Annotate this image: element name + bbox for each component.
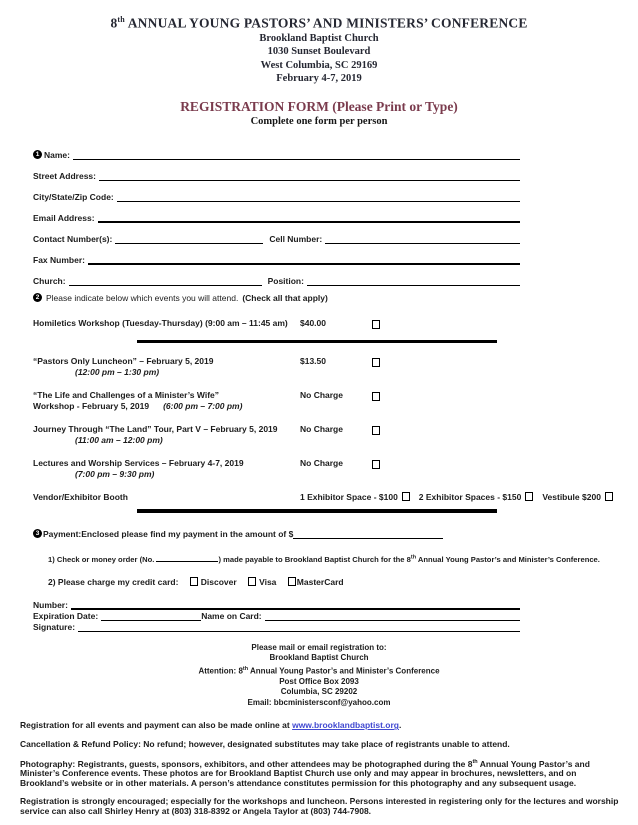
event-time: (7:00 pm – 9:30 pm) xyxy=(75,469,155,479)
cancellation-policy-note: Cancellation & Refund Policy: No refund; however, designated substitutes may take place of registrants unable to attend. xyxy=(20,738,510,749)
vendor-option-1-space xyxy=(300,492,410,502)
payment-label: Payment: xyxy=(43,528,82,539)
city-state-zip-input-line[interactable] xyxy=(117,200,520,202)
vendor-option-label: Vestibule $200 xyxy=(542,492,601,502)
church-city: West Columbia, SC 29169 xyxy=(260,59,378,71)
event-price: No Charge xyxy=(300,458,343,468)
payment-option-check xyxy=(48,552,620,564)
title-text: ANNUAL YOUNG PASTORS’ AND MINISTERS’ CONFERENCE xyxy=(124,15,528,31)
contact-number-label: Contact Number(s): xyxy=(33,233,113,244)
registration-email: bbcministersconf@yahoo.com xyxy=(273,697,391,707)
name-row xyxy=(33,139,520,160)
cell-number-input-line[interactable] xyxy=(325,242,520,244)
event-row-pastors-luncheon xyxy=(33,356,620,378)
checkbox[interactable] xyxy=(288,577,296,586)
checkbox[interactable] xyxy=(402,492,410,501)
photography-text: Annual Young Pastor’s and Minister’s Conference events. These photos are for Brookland Baptist Church use only and may appear in brochures, newsletters, and on Brookland’s website or in other materials. A person’s attendance constitutes permission for this photography and any subsequent usage. xyxy=(20,758,590,788)
payment-amount-input-line[interactable] xyxy=(293,529,443,539)
checkbox[interactable] xyxy=(525,492,533,501)
section-1-badge: 1 xyxy=(33,150,42,159)
email-input-line[interactable] xyxy=(98,220,520,223)
online-note-text: . xyxy=(398,720,402,731)
credit-card-option-text: 2) Please charge my credit card: xyxy=(48,576,179,587)
form-subtitle: Complete one form per person xyxy=(250,115,388,127)
signature-input-line[interactable] xyxy=(78,630,520,632)
checkbox[interactable] xyxy=(248,577,256,586)
mail-line: Brookland Baptist Church xyxy=(269,653,369,662)
check-number-input-line[interactable] xyxy=(156,552,218,562)
events-instruction: Please indicate below which events you will attend. xyxy=(46,292,239,303)
street-address-row xyxy=(33,160,520,181)
checkbox[interactable] xyxy=(372,460,380,469)
checkbox[interactable] xyxy=(372,426,380,435)
name-input-line[interactable] xyxy=(73,158,520,160)
event-price: No Charge xyxy=(300,390,343,400)
card-label: MasterCard xyxy=(296,576,344,587)
contact-info-section xyxy=(33,139,520,286)
fax-row xyxy=(33,244,520,265)
mailing-instructions xyxy=(0,643,638,709)
conference-title xyxy=(0,12,638,32)
email-label: Email: xyxy=(247,697,274,707)
signature-row xyxy=(33,621,520,632)
street-address-label: Street Address: xyxy=(33,170,96,181)
check-all-note: (Check all that apply) xyxy=(242,292,328,303)
mail-line xyxy=(0,698,638,709)
online-note-text: Registration for all events and payment can also be made online at xyxy=(20,720,293,731)
footer-notes xyxy=(20,721,622,816)
church-name: Brookland Baptist Church xyxy=(259,32,379,44)
street-address-input-line[interactable] xyxy=(99,179,520,181)
name-on-card-input-line[interactable] xyxy=(265,619,520,621)
events-section xyxy=(33,318,620,513)
title-number: 8 xyxy=(110,15,118,31)
church-street: 1030 Sunset Boulevard xyxy=(267,46,371,57)
title-superscript: th xyxy=(117,15,125,24)
expiration-date-label: Expiration Date: xyxy=(33,610,99,621)
contact-number-input-line[interactable] xyxy=(115,242,263,244)
section-2-badge: 2 xyxy=(33,293,42,302)
event-name: “Pastors Only Luncheon” – February 5, 2019 xyxy=(33,356,214,366)
vendor-booth-label: Vendor/Exhibitor Booth xyxy=(33,492,128,502)
mail-attention-text: Attention: 8 xyxy=(198,666,243,676)
registration-encouraged-note: Registration is strongly encouraged; especially for the workshops and luncheon. Persons interested in registering only for the lectures and worship service can also call Shirley Henry at (803) 318-8392 or Angela Taylor at (803) 744-7908. xyxy=(20,796,619,816)
expiration-date-input-line[interactable] xyxy=(101,619,201,621)
event-time: (12:00 pm – 1:30 pm) xyxy=(75,367,160,377)
event-name-text: Workshop - February 5, 2019 xyxy=(33,401,150,411)
photography-text: Photography: Registrants, guests, sponsors, exhibitors, and other attendees may be photographed during the 8 xyxy=(20,758,473,769)
card-option-discover xyxy=(190,577,237,587)
event-row-lectures-worship xyxy=(33,458,620,480)
vendor-booth-row xyxy=(33,492,620,502)
fax-number-label: Fax Number: xyxy=(33,254,85,265)
online-registration-note xyxy=(20,721,622,731)
position-input-line[interactable] xyxy=(307,284,520,286)
church-position-row xyxy=(33,265,520,286)
event-row-ministers-wife xyxy=(33,390,620,412)
event-name: Lectures and Worship Services – February 4-7, 2019 xyxy=(33,458,244,468)
checkbox[interactable] xyxy=(372,392,380,401)
payment-header xyxy=(33,529,620,539)
vendor-option-2-spaces xyxy=(419,492,534,502)
check-option-text: ) made payable to Brookland Baptist Church for the 8 xyxy=(218,554,411,564)
card-number-label: Number: xyxy=(33,599,68,610)
event-price: $13.50 xyxy=(300,356,326,366)
event-name: Journey Through “The Land” Tour, Part V – February 5, 2019 xyxy=(33,424,278,434)
section-3-badge: 3 xyxy=(33,529,42,538)
section-divider xyxy=(137,340,497,344)
form-title: REGISTRATION FORM (Please Print or Type) xyxy=(180,98,458,114)
payment-option-credit-card xyxy=(48,577,620,587)
mail-line xyxy=(0,664,638,677)
signature-label: Signature: xyxy=(33,621,76,632)
mail-line: Columbia, SC 29202 xyxy=(280,687,358,697)
contact-cell-row xyxy=(33,223,520,244)
vendor-option-vestibule xyxy=(542,492,613,502)
card-number-input-line[interactable] xyxy=(71,607,520,610)
payment-intro: Enclosed please find my payment in the amount of $ xyxy=(81,528,294,539)
event-price: No Charge xyxy=(300,424,343,434)
expiration-row xyxy=(33,610,520,621)
events-section-header xyxy=(33,293,620,303)
website-link[interactable]: www.brooklandbaptist.org xyxy=(292,720,399,731)
superscript: th xyxy=(472,759,478,766)
vendor-option-label: 1 Exhibitor Space - $100 xyxy=(300,492,398,502)
payment-section xyxy=(33,529,620,632)
card-label: Visa xyxy=(259,576,277,587)
photography-note xyxy=(20,758,622,788)
event-price: $40.00 xyxy=(300,317,326,328)
section-divider xyxy=(137,509,497,513)
checkbox[interactable] xyxy=(372,320,380,329)
name-label: Name: xyxy=(44,149,70,160)
mail-line: Please mail or email registration to: xyxy=(251,642,387,652)
checkbox[interactable] xyxy=(605,492,613,501)
church-label: Church: xyxy=(33,275,66,286)
card-option-mastercard xyxy=(288,577,344,587)
event-time: (11:00 am – 12:00 pm) xyxy=(75,435,163,445)
position-label: Position: xyxy=(267,275,304,286)
email-label: Email Address: xyxy=(33,212,95,223)
church-input-line[interactable] xyxy=(69,284,262,286)
event-row-homiletics xyxy=(33,318,620,329)
checkbox[interactable] xyxy=(372,358,380,367)
event-name: “The Life and Challenges of a Minister’s Wife” xyxy=(33,390,220,400)
checkbox[interactable] xyxy=(190,577,198,586)
check-option-text: 1) Check or money order (No. xyxy=(48,554,157,564)
card-number-row xyxy=(33,599,520,610)
email-row xyxy=(33,202,520,223)
event-time: (6:00 pm – 7:00 pm) xyxy=(163,401,243,411)
city-state-zip-label: City/State/Zip Code: xyxy=(33,191,114,202)
name-on-card-label: Name on Card: xyxy=(201,610,262,621)
superscript: th xyxy=(410,553,417,560)
event-name: Homiletics Workshop (Tuesday-Thursday) (9:00 am – 11:45 am) xyxy=(33,317,288,328)
card-detail-rows xyxy=(33,599,520,632)
superscript: th xyxy=(242,665,249,672)
city-state-zip-row xyxy=(33,181,520,202)
card-label: Discover xyxy=(200,576,237,587)
conference-dates: February 4-7, 2019 xyxy=(276,73,362,84)
card-option-visa xyxy=(248,577,276,587)
mail-line: Post Office Box 2093 xyxy=(279,676,359,686)
fax-number-input-line[interactable] xyxy=(88,262,520,265)
event-name-line2 xyxy=(33,401,300,412)
vendor-option-label: 2 Exhibitor Spaces - $150 xyxy=(418,492,522,502)
event-row-land-tour xyxy=(33,424,620,446)
document-header xyxy=(0,12,638,86)
mail-attention-text: Annual Young Pastor’s and Minister’s Conference xyxy=(248,666,440,676)
check-option-text: Annual Young Pastor’s and Minister’s Conference. xyxy=(416,554,600,564)
cell-number-label: Cell Number: xyxy=(269,233,323,244)
